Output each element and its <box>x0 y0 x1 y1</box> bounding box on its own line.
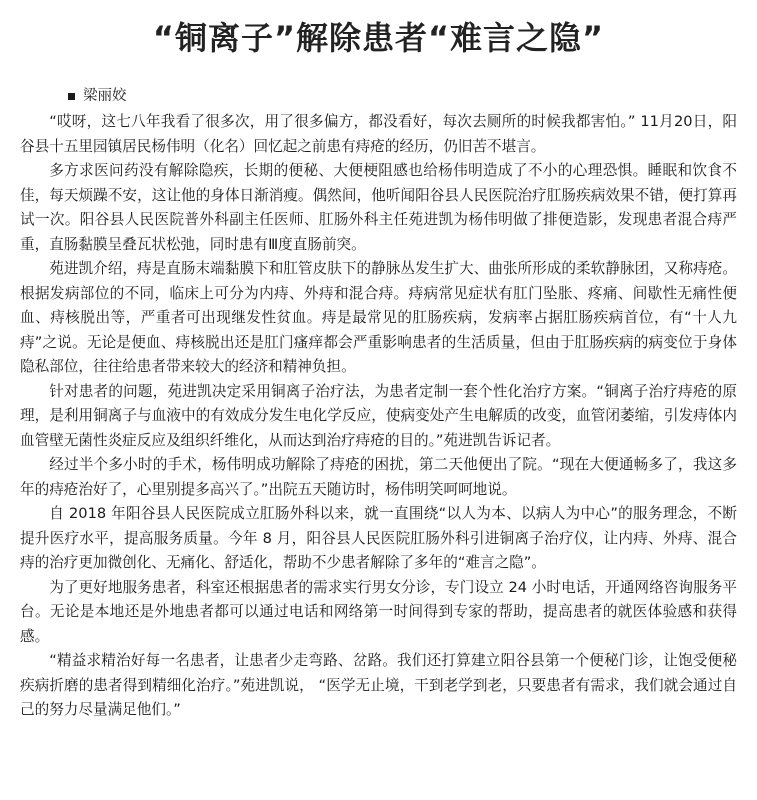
byline <box>68 86 737 106</box>
paragraph: “哎呀，这七八年我看了很多次，用了很多偏方，都没看好，每次去厕所的时候我都害怕。” 11月20日，阳谷县十五里园镇居民杨伟明（化名）回忆起之前患有痔疮的经历，仍旧苦不堪言。 <box>20 113 737 155</box>
paragraph: 苑进凯介绍，痔是直肠末端黏膜下和肛管皮肤下的静脉丛发生扩大、曲张所形成的柔软静脉团，又称痔疮。根据发病部位的不同，临床上可分为内痔、外痔和混合痔。痔病常见症状有肛门坠胀、疼痛、间歇性无痛性便血、痔核脱出等，严重者可出现继发性贫血。痔是最常见的肛肠疾病，发病率占据肛肠疾病首位，有“十人九痔”之说。无论是便血、痔核脱出还是肛门瘙痒都会严重影响患者的生活质量，但由于肛肠疾病的病变位于身体隐私部位，往往给患者带来较大的经济和精神负担。 <box>20 260 737 375</box>
square-bullet-icon <box>68 93 75 100</box>
paragraph: 自 2018 年阳谷县人民医院成立肛肠外科以来，就一直围绕“以人为本、以病人为中心”的服务理念，不断提升医疗水平，提高服务质量。今年 8 月，阳谷县人民医院肛肠外科引进铜离子治疗仪，让内痔、外痔、混合痔的治疗更加微创化、无痛化、舒适化，帮助不少患者解除了多年的“难言之隐”。 <box>20 505 737 571</box>
paragraph: 经过半个多小时的手术，杨伟明成功解除了痔疮的困扰，第二天他便出了院。“现在大便通畅多了，我这多年的痔疮治好了，心里别提多高兴了。”出院五天随访时，杨伟明笑呵呵地说。 <box>20 456 737 498</box>
paragraph: 多方求医问药没有解除隐疾，长期的便秘、大便梗阻感也给杨伟明造成了不小的心理恐惧。睡眠和饮食不佳，每天烦躁不安，这让他的身体日渐消瘦。偶然间，他听闻阳谷县人民医院治疗肛肠疾病效果不错，便打算再试一次。阳谷县人民医院普外科副主任医师、肛肠外科主任苑进凯为杨伟明做了排便造影，发现患者混合痔严重，直肠黏膜呈叠瓦状松弛，同时患有Ⅲ度直肠前突。 <box>20 162 737 253</box>
article-body <box>20 110 737 723</box>
article-title: “铜离子”解除患者“难言之隐” <box>152 19 605 57</box>
paragraph: “精益求精治好每一名患者，让患者少走弯路、岔路。我们还打算建立阳谷县第一个便秘门诊，让饱受便秘疾病折磨的患者得到精细化治疗。”苑进凯说， “医学无止境，干到老学到老，只要患者有需求，我们就会通过自己的努力尽量满足他们。” <box>20 652 737 718</box>
author-name: 梁丽姣 <box>83 88 127 104</box>
paragraph: 针对患者的问题，苑进凯决定采用铜离子治疗法，为患者定制一套个性化治疗方案。“铜离子治疗痔疮的原理，是利用铜离子与血液中的有效成分发生电化学反应，使病变处产生电解质的改变，血管闭萎缩，引发痔体内血管壁无菌性炎症反应及组织纤维化，从而达到治疗痔疮的目的。”苑进凯告诉记者。 <box>20 382 737 449</box>
paragraph: 为了更好地服务患者，科室还根据患者的需求实行男女分诊，专门设立 24 小时电话，开通网络咨询服务平台。无论是本地还是外地患者都可以通过电话和网络第一时间得到专家的帮助，提高患者的就医体验感和获得感。 <box>20 578 737 645</box>
